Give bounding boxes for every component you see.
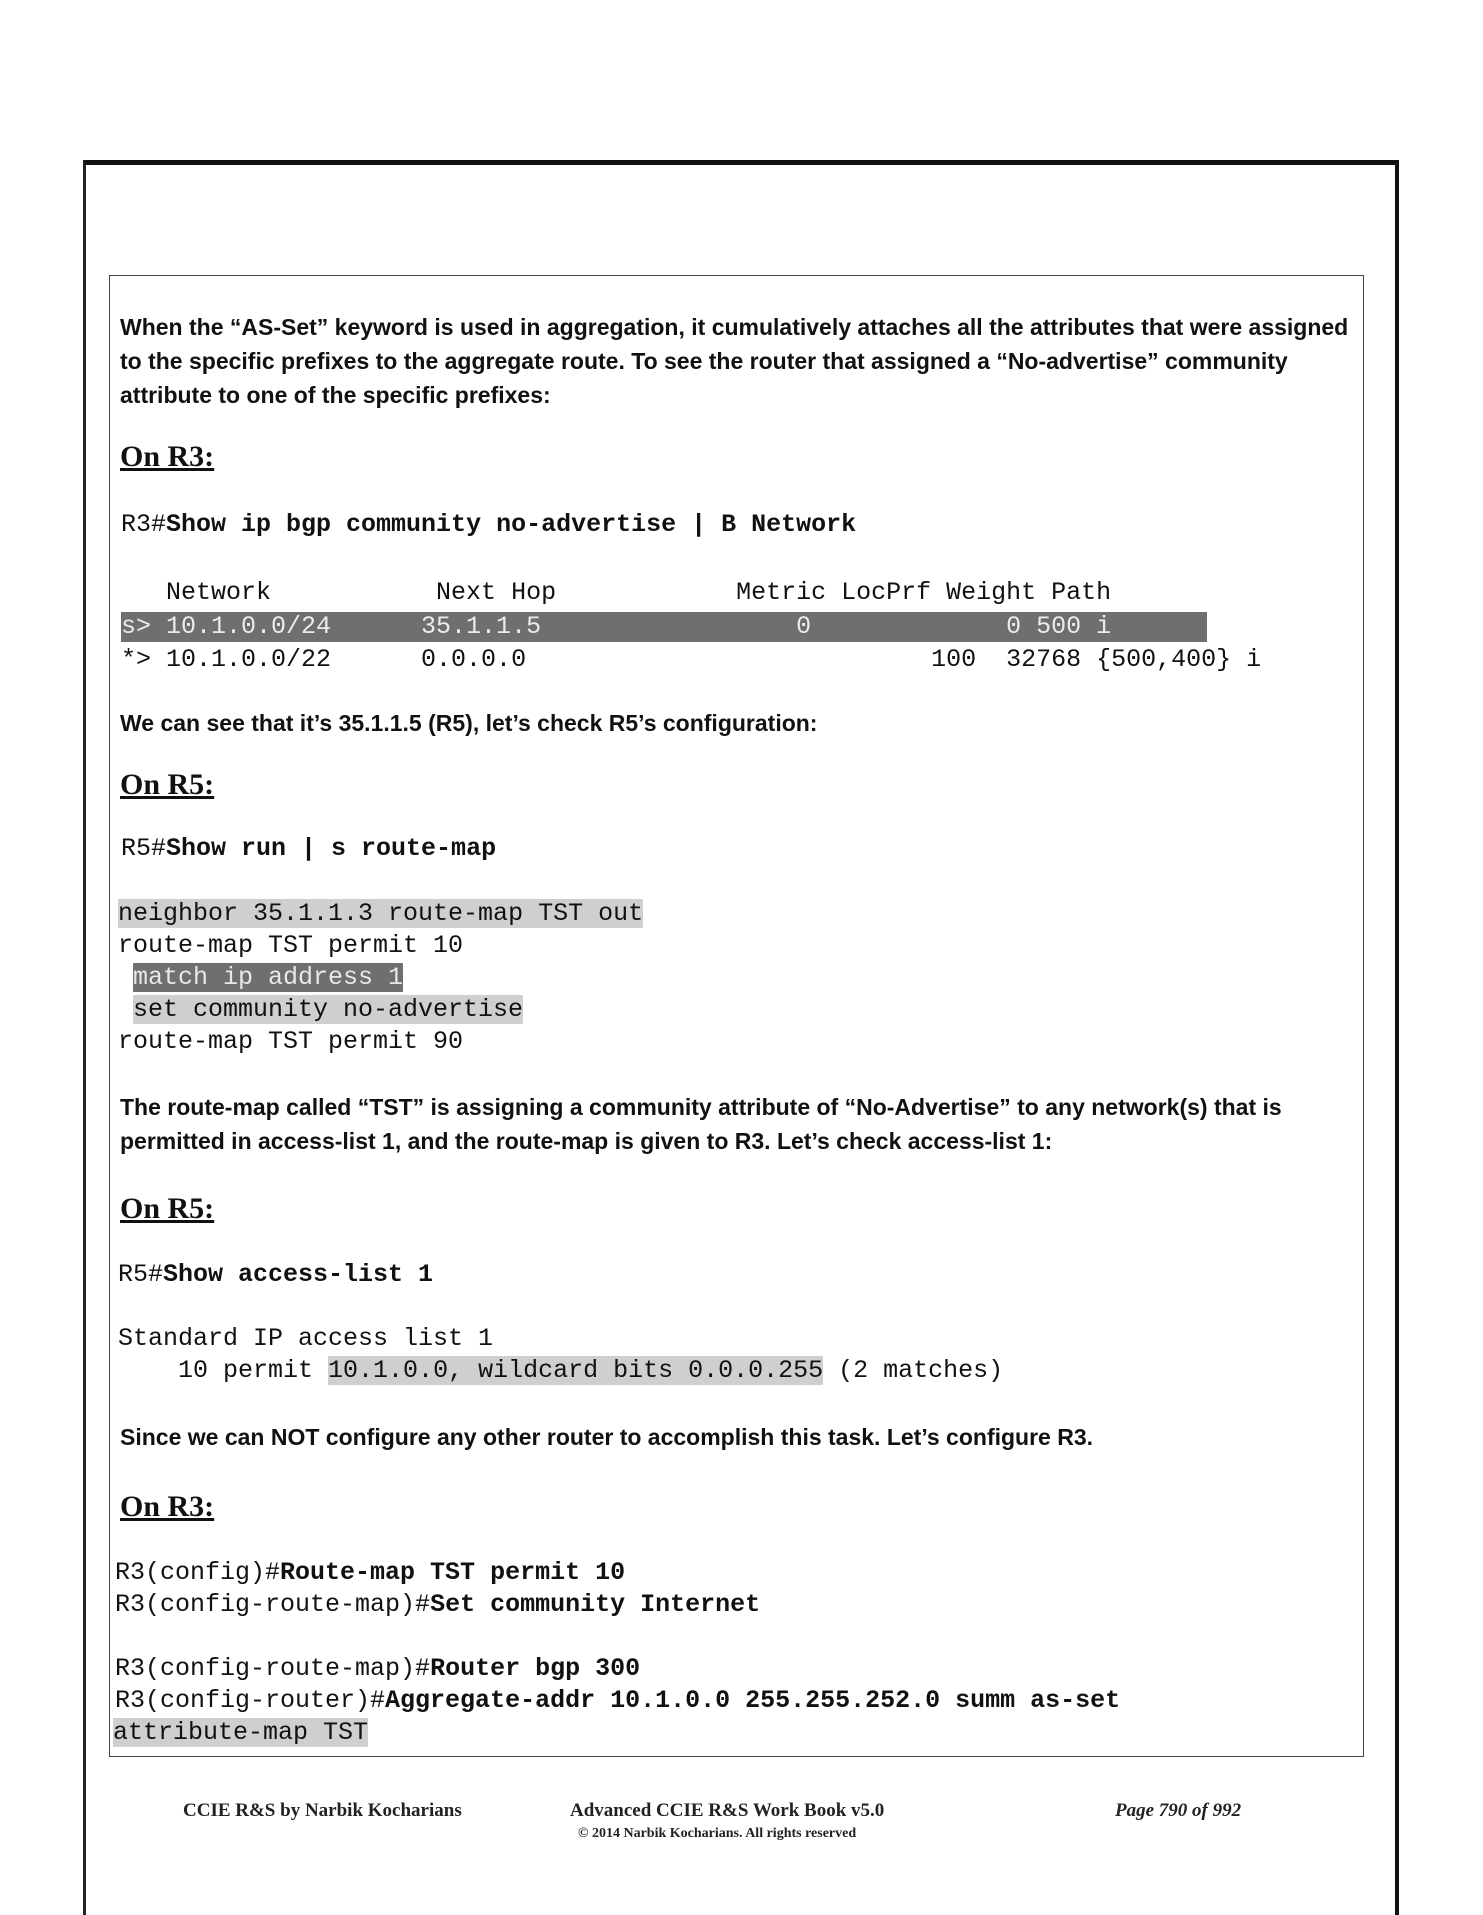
- footer-page-number: Page 790 of 992: [1115, 1800, 1242, 1821]
- bgp-table-row: *> 10.1.0.0/22 0.0.0.0 100 32768 {500,400} i: [121, 645, 1262, 674]
- intro-paragraph: When the “AS-Set” keyword is used in aggregation, it cumulatively attaches all the attributes that were assigned to the specific prefixes to the aggregate route. To see the router that assigned a “No-advertise” community attribute to one of the specific prefixes:: [120, 314, 1349, 408]
- config-line: route-map TST permit 10: [118, 931, 464, 960]
- bgp-table-row: s> 10.1.0.0/24 35.1.1.5 0 0 500 i: [121, 612, 1112, 641]
- config-command: R3(config)#Route-map TST permit 10: [115, 1558, 626, 1587]
- config-command: R3(config-router)#Aggregate-addr 10.1.0.0 255.255.252.0 summ as-set: [115, 1686, 1121, 1715]
- r3-show-command: R3#Show ip bgp community no-advertise | B Network: [121, 510, 857, 539]
- note-paragraph: Since we can NOT configure any other router to accomplish this task. Let’s configure R3.: [120, 1424, 1094, 1450]
- r5-show-command: R5#Show run | s route-map: [121, 834, 497, 863]
- config-line: set community no-advertise: [133, 995, 524, 1024]
- config-command: R3(config-route-map)#Set community Internet: [115, 1590, 761, 1619]
- config-command: R3(config-route-map)#Router bgp 300: [115, 1654, 641, 1683]
- section-heading-r5: On R5:: [120, 1192, 215, 1225]
- footer-copyright: © 2014 Narbik Kocharians. All rights reserved: [578, 1826, 857, 1841]
- footer-author: CCIE R&S by Narbik Kocharians: [183, 1800, 462, 1821]
- section-heading-r3: On R3:: [120, 440, 215, 473]
- bgp-table-header: Network Next Hop Metric LocPrf Weight Path: [121, 578, 1112, 607]
- config-line: route-map TST permit 90: [118, 1027, 464, 1056]
- note-paragraph: We can see that it’s 35.1.1.5 (R5), let’s check R5’s configuration:: [120, 710, 818, 736]
- config-line: neighbor 35.1.1.3 route-map TST out: [118, 899, 644, 928]
- section-heading-r5: On R5:: [120, 768, 215, 801]
- config-line: match ip address 1: [133, 963, 404, 992]
- section-heading-r3: On R3:: [120, 1490, 215, 1523]
- acl-output-line: 10 permit 10.1.0.0, wildcard bits 0.0.0.255 (2 matches): [118, 1356, 1004, 1385]
- footer-title: Advanced CCIE R&S Work Book v5.0: [570, 1800, 885, 1821]
- note-paragraph: The route-map called “TST” is assigning a community attribute of “No-Advertise” to any network(s) that is permitted in access-list 1, and the route-map is given to R3. Let’s check access-list 1:: [120, 1094, 1282, 1154]
- config-command: attribute-map TST: [113, 1718, 369, 1747]
- acl-output-line: Standard IP access list 1: [118, 1324, 494, 1353]
- r5-acl-command: R5#Show access-list 1: [118, 1260, 434, 1289]
